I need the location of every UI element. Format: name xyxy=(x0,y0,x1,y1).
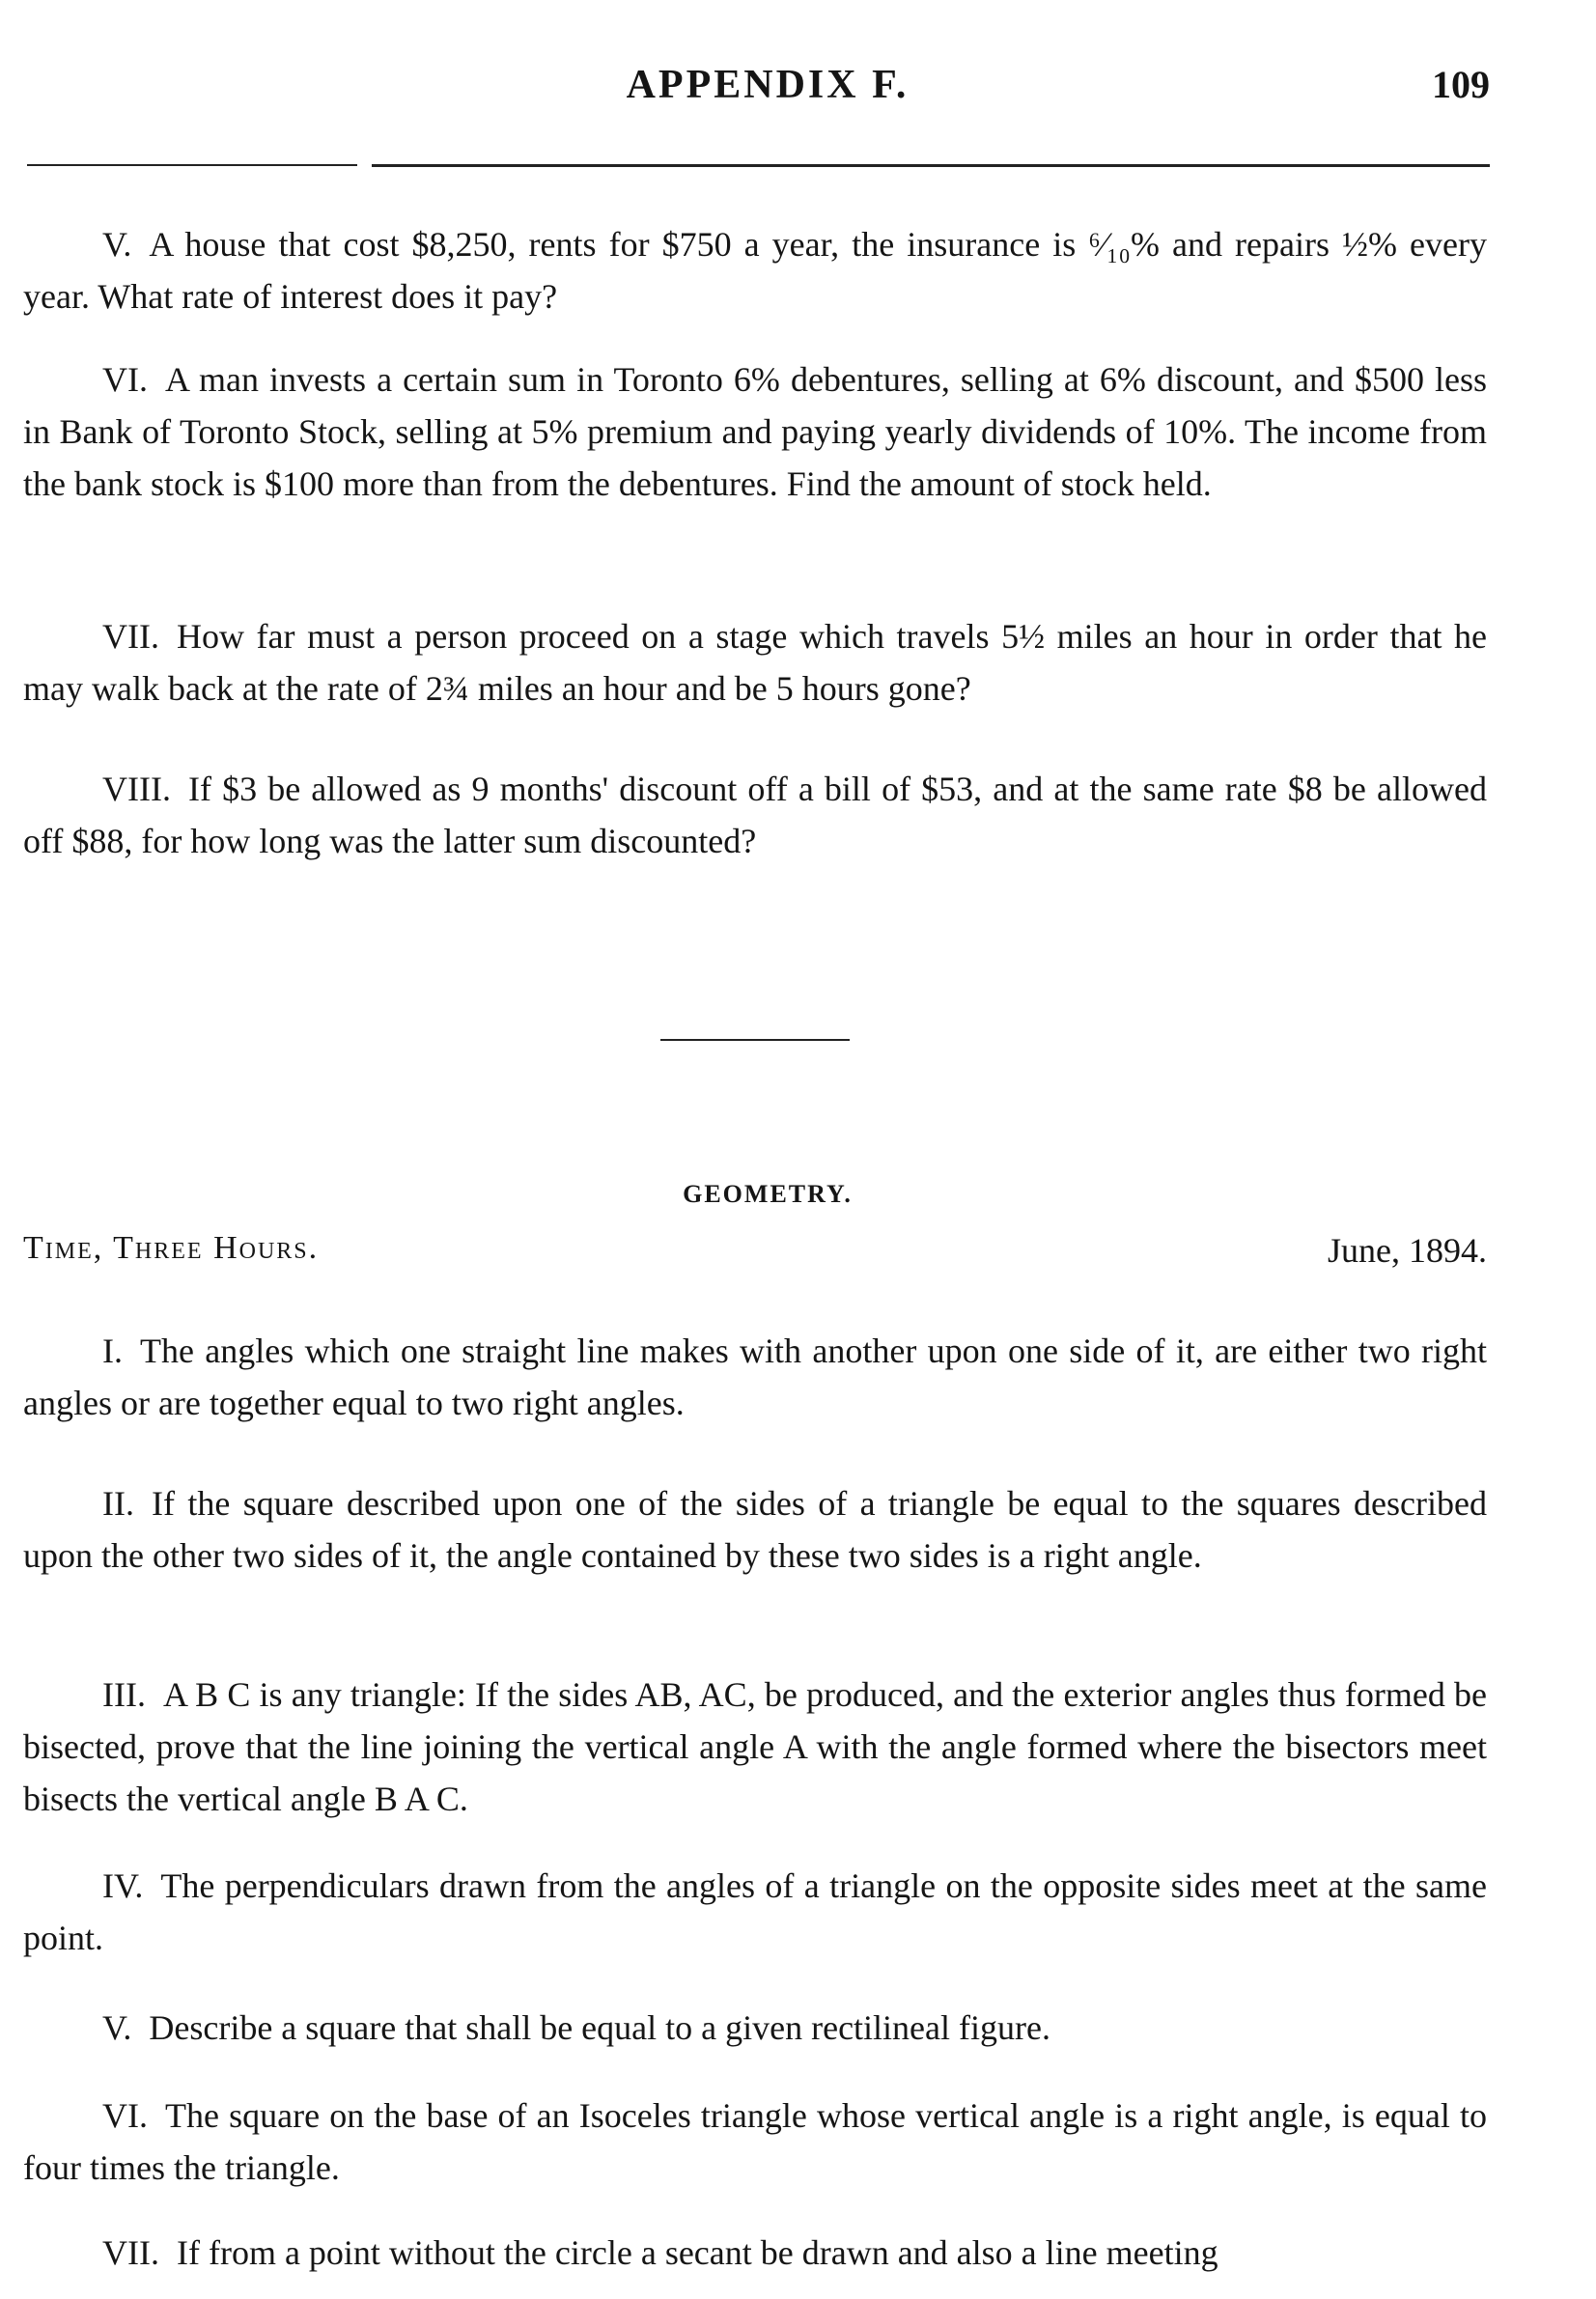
geometry-question-3 xyxy=(23,1668,1487,1825)
question-number: V. xyxy=(102,225,132,264)
question-text: A man invests a certain sum in Toronto 6% debentures, selling at 6% discount, and $500 less in Bank of Toronto Stock, selling at 5% premium and paying yearly dividends of 10%. The income from the bank stock is $100 more than from the debentures. Find the amount of stock held. xyxy=(23,360,1487,503)
exam-duration: Time, Three Hours. xyxy=(23,1230,320,1266)
question-text: If the square described upon one of the sides of a triangle be equal to the squares described upon the other two sides of it, the angle contained by these two sides is a right angle. xyxy=(23,1484,1487,1575)
question-number: VI. xyxy=(102,2096,148,2135)
page-header xyxy=(0,62,1596,120)
question-text: How far must a person proceed on a stage which travels 5½ miles an hour in order that he may walk back at the rate of 2¾ miles an hour and be 5 hours gone? xyxy=(23,617,1487,708)
arithmetic-question-5 xyxy=(23,218,1487,322)
question-text: A house that cost $8,250, rents for $750 a year, the insurance is ⁶⁄₁₀% and repairs ½% every year. What rate of interest does it pay? xyxy=(23,225,1487,316)
running-title: APPENDIX F. xyxy=(626,63,910,107)
page-number: 109 xyxy=(1432,63,1490,106)
geometry-question-7 xyxy=(23,2227,1487,2279)
arithmetic-question-7 xyxy=(23,610,1487,715)
question-number: V. xyxy=(102,2008,132,2047)
question-text: Describe a square that shall be equal to a given rectilineal figure. xyxy=(149,2008,1050,2047)
geometry-question-6 xyxy=(23,2089,1487,2194)
arithmetic-question-8 xyxy=(23,763,1487,867)
section-title: GEOMETRY. xyxy=(683,1180,853,1208)
question-number: I. xyxy=(102,1332,123,1370)
question-text: If $3 be allowed as 9 months' discount off a bill of $53, and at the same rate $8 be allowed off $88, for how long was the latter sum discounted? xyxy=(23,770,1487,860)
question-number: III. xyxy=(102,1675,146,1714)
header-rule-left xyxy=(27,164,357,166)
exam-info-line xyxy=(23,1230,1487,1270)
exam-date: June, 1894. xyxy=(1328,1231,1487,1270)
question-number: IV. xyxy=(102,1866,144,1905)
geometry-question-1 xyxy=(23,1325,1487,1429)
question-number: VII. xyxy=(102,2233,159,2272)
question-text: The angles which one straight line makes with another upon one side of it, are either two right angles or are together equal to two right angles. xyxy=(23,1332,1487,1422)
header-rule-right xyxy=(372,164,1490,167)
question-text: A B C is any triangle: If the sides AB, AC, be produced, and the exterior angles thus formed be bisected, prove that the line joining the vertical angle A with the angle formed where the bisectors meet bisects the vertical angle B A C. xyxy=(23,1675,1487,1818)
question-number: VII. xyxy=(102,617,159,656)
question-text: If from a point without the circle a secant be drawn and also a line meeting xyxy=(176,2233,1218,2272)
question-number: II. xyxy=(102,1484,134,1523)
geometry-question-4 xyxy=(23,1860,1487,1964)
question-text: The square on the base of an Isoceles triangle whose vertical angle is a right angle, is equal to four times the triangle. xyxy=(23,2096,1487,2187)
geometry-question-2 xyxy=(23,1477,1487,1582)
question-text: The perpendiculars drawn from the angles of a triangle on the opposite sides meet at the same point. xyxy=(23,1866,1487,1957)
arithmetic-question-6 xyxy=(23,353,1487,510)
question-number: VIII. xyxy=(102,770,171,808)
section-separator xyxy=(660,1039,850,1041)
geometry-question-5 xyxy=(23,2002,1487,2054)
question-number: VI. xyxy=(102,360,148,399)
